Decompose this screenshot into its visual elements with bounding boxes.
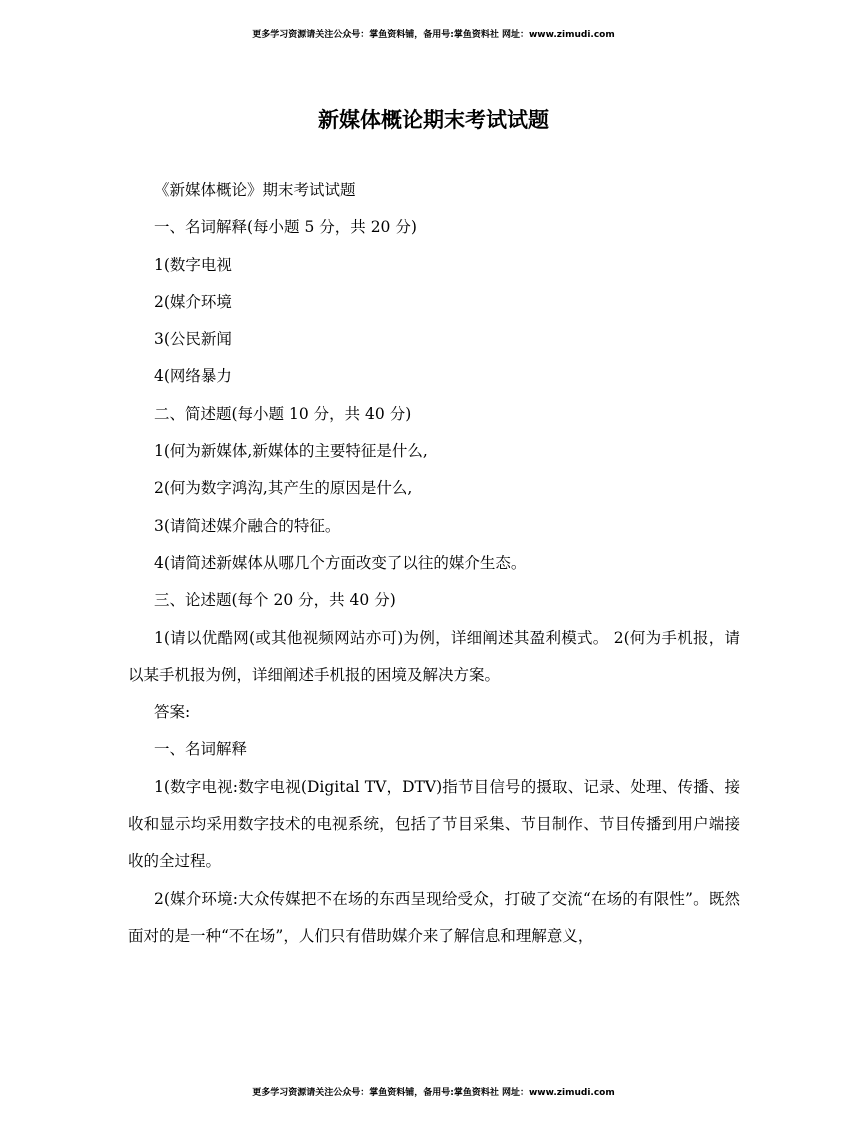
header-banner: 更多学习资源请关注公众号：掌鱼资料铺，备用号:掌鱼资料社 网址：www.zimudi.com [252,30,615,40]
question-item: 1(数字电视 [154,255,232,274]
question-item: 4(请简述新媒体从哪几个方面改变了以往的媒介生态。 [154,553,527,572]
document-body [128,172,740,955]
exam-subtitle: 《新媒体概论》期末考试试题 [154,181,356,199]
section-3-heading: 三、论述题(每个 20 分，共 40 分) [154,591,396,610]
answer-section-heading: 一、名词解释 [154,740,248,759]
question-item: 4(网络暴力 [154,367,232,386]
footer-banner: 更多学习资源请关注公众号：掌鱼资料铺，备用号:掌鱼资料社 网址：www.zimudi.com [252,1088,615,1098]
essay-questions: 1(请以优酷网(或其他视频网站亦可)为例，详细阐述其盈利模式。 2(何为手机报，请以某手机报为例，详细阐述手机报的困境及解决方案。 [128,628,740,684]
question-item: 1(何为新媒体,新媒体的主要特征是什么, [154,442,428,461]
question-item: 2(何为数字鸿沟,其产生的原因是什么, [154,479,413,498]
document-title: 新媒体概论期末考试试题 [318,108,549,132]
question-item: 3(请简述媒介融合的特征。 [154,516,341,535]
answer-paragraph: 1(数字电视:数字电视(Digital TV，DTV)指节目信号的摄取、记录、处理、传播、接收和显示均采用数字技术的电视系统，包括了节目采集、节目制作、节目传播到用户端接收的全过程。 [128,777,740,871]
section-2-heading: 二、简述题(每小题 10 分，共 40 分) [154,404,412,423]
answer-paragraph: 2(媒介环境:大众传媒把不在场的东西呈现给受众，打破了交流“在场的有限性”。既然面对的是一种“不在场”，人们只有借助媒介来了解信息和理解意义， [128,889,740,945]
answer-heading: 答案: [154,703,191,722]
question-item: 2(媒介环境 [154,292,232,311]
question-item: 3(公民新闻 [154,330,232,349]
section-1-heading: 一、名词解释(每小题 5 分，共 20 分) [154,218,417,237]
